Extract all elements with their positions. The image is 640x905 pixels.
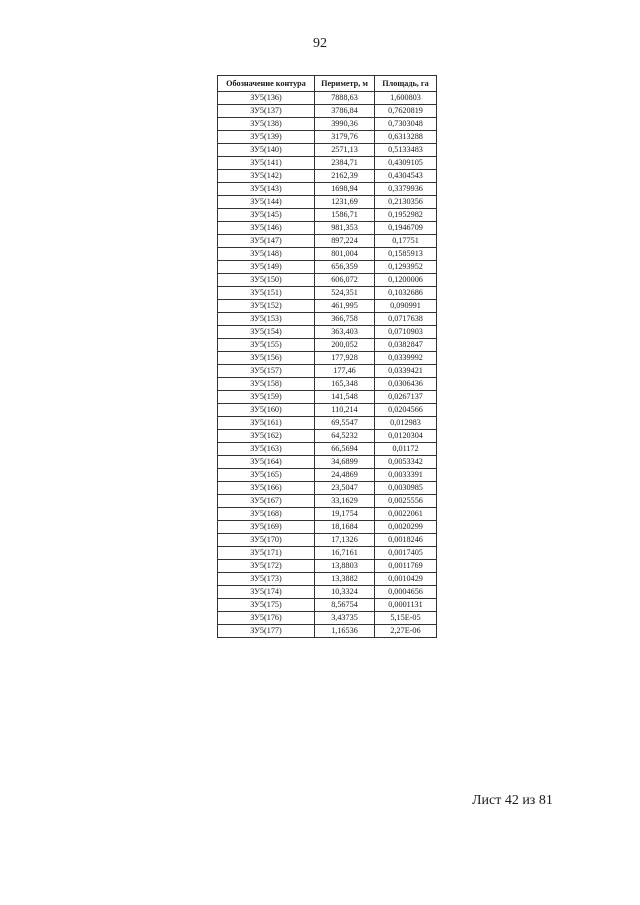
cell-perimeter: 606,072 [315,274,375,287]
cell-perimeter: 34,6899 [315,456,375,469]
page-number: 92 [313,36,327,51]
cell-perimeter: 13,8803 [315,560,375,573]
cell-contour-designation: ЗУ5(146) [218,222,315,235]
header-contour-designation: Обозначение контура [218,76,315,92]
cell-perimeter: 801,004 [315,248,375,261]
cell-area: 0,0053342 [375,456,437,469]
cell-contour-designation: ЗУ5(174) [218,586,315,599]
table-row [218,105,437,118]
cell-area: 0,090991 [375,300,437,313]
cell-area: 0,0017405 [375,547,437,560]
table-row [218,261,437,274]
cell-perimeter: 13,3882 [315,573,375,586]
cell-perimeter: 64,5232 [315,430,375,443]
cell-area: 0,0717638 [375,313,437,326]
cell-perimeter: 1231,69 [315,196,375,209]
cell-area: 0,0204566 [375,404,437,417]
cell-perimeter: 656,359 [315,261,375,274]
cell-perimeter: 524,351 [315,287,375,300]
cell-contour-designation: ЗУ5(160) [218,404,315,417]
cell-area: 0,0001131 [375,599,437,612]
cell-area: 0,2130356 [375,196,437,209]
cell-contour-designation: ЗУ5(165) [218,469,315,482]
cell-perimeter: 19,1754 [315,508,375,521]
table-row [218,274,437,287]
cell-area: 0,0020299 [375,521,437,534]
cell-contour-designation: ЗУ5(170) [218,534,315,547]
cell-area: 0,1585913 [375,248,437,261]
cell-perimeter: 461,995 [315,300,375,313]
cell-area: 1,600803 [375,92,437,105]
cell-contour-designation: ЗУ5(161) [218,417,315,430]
cell-contour-designation: ЗУ5(173) [218,573,315,586]
cell-area: 0,012983 [375,417,437,430]
cell-area: 0,0339421 [375,365,437,378]
table-row [218,157,437,170]
table-row [218,534,437,547]
table-row [218,196,437,209]
cell-perimeter: 66,5694 [315,443,375,456]
cell-area: 0,0710903 [375,326,437,339]
sheet-label: Лист 42 из 81 [472,793,553,808]
cell-area: 0,0030985 [375,482,437,495]
table-row [218,222,437,235]
cell-area: 0,3379936 [375,183,437,196]
cell-area: 0,0018246 [375,534,437,547]
contour-table [217,75,437,638]
cell-perimeter: 363,403 [315,326,375,339]
header-perimeter: Периметр, м [315,76,375,92]
cell-perimeter: 3990,36 [315,118,375,131]
cell-perimeter: 23,5047 [315,482,375,495]
table-row [218,313,437,326]
cell-perimeter: 981,353 [315,222,375,235]
cell-perimeter: 3179,76 [315,131,375,144]
table-row [218,469,437,482]
cell-area: 0,7303048 [375,118,437,131]
cell-contour-designation: ЗУ5(176) [218,612,315,625]
cell-contour-designation: ЗУ5(151) [218,287,315,300]
cell-contour-designation: ЗУ5(152) [218,300,315,313]
table-row [218,170,437,183]
cell-area: 0,7620819 [375,105,437,118]
cell-perimeter: 17,1326 [315,534,375,547]
cell-area: 0,1200006 [375,274,437,287]
cell-perimeter: 7888,63 [315,92,375,105]
cell-contour-designation: ЗУ5(137) [218,105,315,118]
table-row [218,612,437,625]
cell-contour-designation: ЗУ5(136) [218,92,315,105]
cell-area: 0,0022061 [375,508,437,521]
cell-contour-designation: ЗУ5(177) [218,625,315,638]
table-row [218,209,437,222]
cell-contour-designation: ЗУ5(153) [218,313,315,326]
table-row [218,547,437,560]
table-row [218,339,437,352]
cell-area: 0,4304543 [375,170,437,183]
table-row [218,443,437,456]
cell-area: 0,0010429 [375,573,437,586]
cell-contour-designation: ЗУ5(148) [218,248,315,261]
cell-area: 0,1032686 [375,287,437,300]
cell-contour-designation: ЗУ5(166) [218,482,315,495]
cell-contour-designation: ЗУ5(145) [218,209,315,222]
cell-contour-designation: ЗУ5(143) [218,183,315,196]
cell-contour-designation: ЗУ5(168) [218,508,315,521]
cell-area: 0,0306436 [375,378,437,391]
table-row [218,560,437,573]
cell-contour-designation: ЗУ5(141) [218,157,315,170]
table-header-row [218,76,437,92]
table-row [218,118,437,131]
table-row [218,144,437,157]
table-row [218,391,437,404]
cell-contour-designation: ЗУ5(164) [218,456,315,469]
cell-area: 0,0382847 [375,339,437,352]
cell-area: 5,15E-05 [375,612,437,625]
cell-contour-designation: ЗУ5(154) [218,326,315,339]
table-row [218,378,437,391]
cell-area: 0,4309105 [375,157,437,170]
table-row [218,482,437,495]
cell-perimeter: 366,758 [315,313,375,326]
cell-perimeter: 897,224 [315,235,375,248]
cell-perimeter: 10,3324 [315,586,375,599]
table-row [218,625,437,638]
table-row [218,599,437,612]
cell-perimeter: 33,1629 [315,495,375,508]
cell-area: 0,0004656 [375,586,437,599]
table-row [218,131,437,144]
header-area: Площадь, га [375,76,437,92]
cell-area: 0,17751 [375,235,437,248]
cell-perimeter: 2162,39 [315,170,375,183]
cell-contour-designation: ЗУ5(155) [218,339,315,352]
cell-contour-designation: ЗУ5(147) [218,235,315,248]
cell-area: 0,01172 [375,443,437,456]
table-row [218,183,437,196]
table-row [218,404,437,417]
cell-perimeter: 18,1684 [315,521,375,534]
cell-perimeter: 1,16536 [315,625,375,638]
table-row [218,326,437,339]
cell-contour-designation: ЗУ5(162) [218,430,315,443]
cell-contour-designation: ЗУ5(171) [218,547,315,560]
table-row [218,508,437,521]
cell-area: 0,0120304 [375,430,437,443]
cell-contour-designation: ЗУ5(149) [218,261,315,274]
cell-perimeter: 200,052 [315,339,375,352]
cell-perimeter: 1586,71 [315,209,375,222]
table-row [218,456,437,469]
table-row [218,495,437,508]
table-row [218,287,437,300]
cell-area: 0,6313288 [375,131,437,144]
table-row [218,352,437,365]
cell-contour-designation: ЗУ5(169) [218,521,315,534]
cell-area: 0,0025556 [375,495,437,508]
cell-perimeter: 8,56754 [315,599,375,612]
table-row [218,300,437,313]
cell-area: 0,5133483 [375,144,437,157]
cell-contour-designation: ЗУ5(175) [218,599,315,612]
table-row [218,92,437,105]
cell-contour-designation: ЗУ5(172) [218,560,315,573]
cell-perimeter: 165,348 [315,378,375,391]
table-row [218,573,437,586]
contour-table-container [217,75,437,638]
table-row [218,365,437,378]
table-body [218,92,437,638]
cell-contour-designation: ЗУ5(138) [218,118,315,131]
cell-area: 0,0033391 [375,469,437,482]
table-row [218,586,437,599]
cell-contour-designation: ЗУ5(144) [218,196,315,209]
cell-area: 0,1946709 [375,222,437,235]
cell-area: 0,1952982 [375,209,437,222]
cell-contour-designation: ЗУ5(158) [218,378,315,391]
cell-perimeter: 16,7161 [315,547,375,560]
cell-area: 0,0339992 [375,352,437,365]
cell-perimeter: 141,548 [315,391,375,404]
cell-contour-designation: ЗУ5(140) [218,144,315,157]
cell-area: 0,1293952 [375,261,437,274]
cell-perimeter: 2571,13 [315,144,375,157]
cell-perimeter: 2384,71 [315,157,375,170]
cell-perimeter: 177,46 [315,365,375,378]
cell-perimeter: 69,5547 [315,417,375,430]
cell-area: 2,27E-06 [375,625,437,638]
table-row [218,521,437,534]
cell-area: 0,0267137 [375,391,437,404]
cell-perimeter: 24,4869 [315,469,375,482]
cell-contour-designation: ЗУ5(142) [218,170,315,183]
cell-perimeter: 110,214 [315,404,375,417]
cell-perimeter: 1698,94 [315,183,375,196]
cell-contour-designation: ЗУ5(159) [218,391,315,404]
cell-perimeter: 177,928 [315,352,375,365]
cell-perimeter: 3786,84 [315,105,375,118]
cell-area: 0,0011769 [375,560,437,573]
table-row [218,430,437,443]
cell-contour-designation: ЗУ5(163) [218,443,315,456]
cell-contour-designation: ЗУ5(157) [218,365,315,378]
cell-contour-designation: ЗУ5(167) [218,495,315,508]
cell-contour-designation: ЗУ5(150) [218,274,315,287]
cell-contour-designation: ЗУ5(139) [218,131,315,144]
table-row [218,417,437,430]
table-row [218,235,437,248]
cell-contour-designation: ЗУ5(156) [218,352,315,365]
table-row [218,248,437,261]
cell-perimeter: 3,43735 [315,612,375,625]
